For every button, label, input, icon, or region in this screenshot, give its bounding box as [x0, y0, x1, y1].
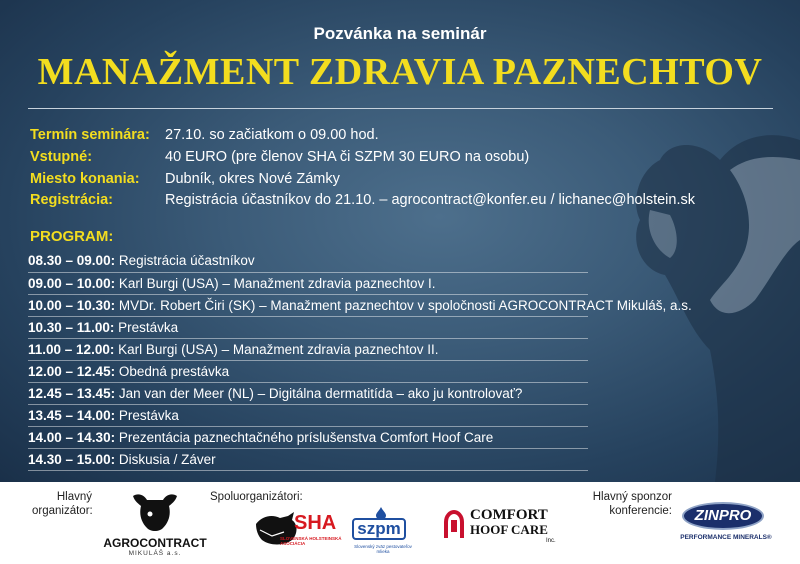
sponsor-footer — [0, 482, 800, 564]
title-divider — [28, 108, 773, 109]
program-list-divider — [28, 470, 588, 471]
program-text: Obedná prestávka — [118, 364, 230, 379]
program-time: 11.00 – 12.00: — [28, 342, 115, 357]
sha-text: SHA — [294, 512, 337, 534]
program-text: Jan van der Meer (NL) – Digitálna dermatitída – ako ju kontrolovať? — [118, 386, 523, 401]
program-list — [28, 250, 692, 471]
zinpro-logo — [676, 502, 776, 546]
program-text: Prezentácia paznechtačného príslušenstva Comfort Hoof Care — [118, 430, 494, 445]
sponsor-label-line: Hlavný sponzor — [592, 491, 672, 503]
program-time: 14.30 – 15.00: — [28, 452, 116, 467]
program-item — [28, 360, 588, 382]
organizer-label — [32, 490, 92, 518]
cow-head-icon — [125, 490, 185, 534]
szpm-logo — [352, 506, 422, 558]
info-value: 40 EURO (pre členov SHA či SZPM 30 EURO na osobu) — [165, 149, 530, 165]
program-time: 12.00 – 12.45: — [28, 364, 116, 379]
sha-subtext: SLOVENSKÁ HOLSTEINSKÁ ASOCIÁCIA — [280, 536, 342, 546]
program-item — [28, 404, 588, 426]
program-text: Diskusia / Záver — [118, 452, 216, 467]
program-item — [28, 272, 588, 294]
program-item — [28, 338, 588, 360]
horseshoe-icon — [442, 510, 466, 540]
zinpro-subtext: PERFORMANCE MINERALS® — [680, 534, 772, 541]
program-heading: PROGRAM: — [30, 228, 114, 245]
agrocontract-subtext: MIKULÁŠ a.s. — [128, 550, 182, 557]
szpm-text: szpm — [352, 518, 406, 540]
info-value: 27.10. so začiatkom o 09.00 hod. — [165, 127, 379, 143]
program-text: Karl Burgi (USA) – Manažment zdravia paznechtov II. — [118, 342, 439, 357]
sponsor-label — [588, 490, 672, 518]
cow-silhouette-icon — [570, 100, 800, 482]
program-text: Registrácia účastníkov — [118, 253, 255, 268]
info-value: Dubník, okres Nové Zámky — [165, 171, 340, 187]
program-time: 09.00 – 10.00: — [28, 276, 116, 291]
agrocontract-logo — [100, 490, 210, 560]
program-text: Prestávka — [118, 320, 179, 335]
program-text: Prestávka — [118, 408, 179, 423]
comfort-subtext: Inc. — [546, 538, 556, 544]
info-label: Vstupné: — [30, 149, 93, 165]
program-time: 10.30 – 11.00: — [28, 320, 115, 335]
program-time: 14.00 – 14.30: — [28, 430, 116, 445]
program-text: MVDr. Robert Čiri (SK) – Manažment paznechtov v spoločnosti AGROCONTRACT Mikuláš, a.s. — [118, 298, 692, 313]
program-item — [28, 316, 588, 338]
organizer-label-line: Hlavný — [56, 491, 92, 503]
comfort-text: COMFORT — [470, 507, 548, 523]
sponsor-label-line: konferencie: — [609, 505, 672, 517]
program-item — [28, 294, 692, 316]
program-item — [28, 382, 588, 404]
program-time: 08.30 – 09.00: — [28, 253, 116, 268]
program-time: 10.00 – 10.30: — [28, 298, 116, 313]
organizer-label-line: organizátor: — [32, 505, 93, 517]
sha-logo — [254, 508, 342, 560]
program-item — [28, 448, 588, 470]
program-item — [28, 426, 588, 448]
info-label: Termín seminára: — [30, 127, 150, 143]
info-label: Registrácia: — [30, 192, 114, 208]
program-item — [28, 250, 588, 272]
program-time: 12.45 – 13.45: — [28, 386, 116, 401]
zinpro-text: ZINPRO — [682, 502, 764, 530]
info-value: Registrácia účastníkov do 21.10. – agrocontract@konfer.eu / lichanec@holstein.sk — [165, 192, 695, 208]
agrocontract-text: AGROCONTRACT — [103, 536, 207, 550]
coorganizers-label: Spoluorganizátori: — [210, 491, 303, 503]
hoof-care-text: HOOF CARE — [470, 522, 548, 537]
info-label: Miesto konania: — [30, 171, 140, 187]
comfort-hoof-care-logo — [442, 508, 562, 554]
poster-title: MANAŽMENT ZDRAVIA PAZNECHTOV — [37, 51, 763, 93]
program-text: Karl Burgi (USA) – Manažment zdravia paznechtov I. — [118, 276, 436, 291]
poster-subtitle: Pozvánka na seminár — [313, 24, 487, 43]
program-time: 13.45 – 14.00: — [28, 408, 116, 423]
szpm-subtext: Slovenský zväz pestovateľov mlieka — [354, 544, 412, 554]
